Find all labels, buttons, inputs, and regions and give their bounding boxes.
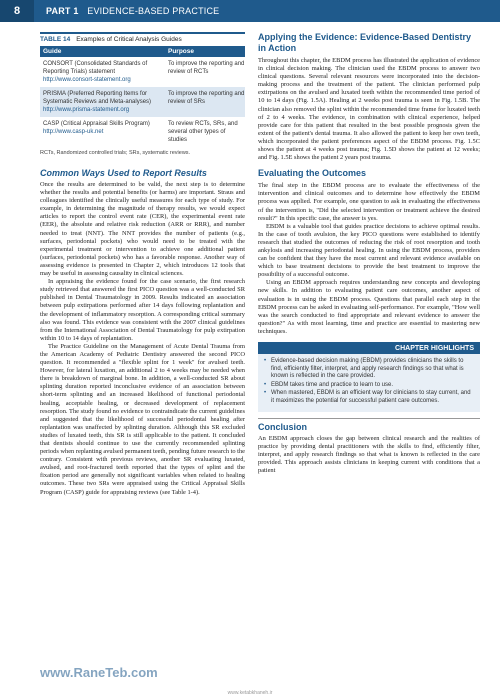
section-heading-outcomes: Evaluating the Outcomes	[258, 168, 367, 179]
guide-name: PRISMA (Preferred Reporting Items for Systematic Reviews and Meta-analyses)	[43, 91, 152, 105]
highlight-item: • EBDM takes time and practice to learn to use.	[264, 382, 474, 390]
page-number: 8	[0, 0, 34, 22]
highlight-item: • When mastered, EBDM is an efficient way for clinicians to stay current, and it maximizes the potential for successful patient care outcomes.	[264, 390, 474, 405]
table-title: Examples of Critical Analysis Guides	[76, 36, 182, 43]
paragraph: The final step in the EBDM process are to evaluate the effectiveness of the intervention and clinical outcomes and to determine how effectively the EBDM process was applied. For example, one question to ask in evaluating the effectiveness of the intervention is, "Did the selected intervention or treatment achieve the desired result?" In this specific case, the answer is yes.	[258, 182, 480, 222]
section-heading-results: Common Ways Used to Report Results	[40, 168, 207, 178]
section-heading-applying: Applying the Evidence: Evidence-Based Dentistry in Action	[258, 32, 472, 53]
highlights-title: CHAPTER HIGHLIGHTS	[258, 343, 480, 354]
page-header	[0, 0, 500, 22]
table-row	[40, 57, 245, 87]
paragraph: Throughout this chapter, the EBDM process has illustrated the application of evidence in clinical decision making. The clinician used the EBDM process to answer two clinical questions. Several relevant resources were incorporated into the decision-making process and the treatment of the patient. The clinician performed pulp extirpations on the avulsed and luxated teeth within the recommended time period of 10 to 14 days (Fig. 1.5A). Healing at 2 weeks post trauma is seen in Fig. 1.5B. The clinician also removed the splint within the recommended time frame for luxated teeth of 2 to 4 weeks. The evidence, in combination with clinical experience, helped provide care for this patient that resulted in the best possible prognosis given the extent of the patient's dental trauma. It also allowed the patient to keep her own teeth, which incorporated the patient preferences aspect of the EBDM process. Fig. 1.5C shows the patient at 4 weeks post trauma; Fig. 1.5D shows the patient at 12 weeks; and Fig. 1.5E shows the patient 2 years post trauma.	[258, 57, 480, 162]
chapter-highlights-box	[258, 342, 480, 412]
paragraph: EBDM is a valuable tool that guides practice decisions to achieve optimal results. In the case of tooth avulsion, the key PICO questions were established to identify research that studied the outcomes of reducing the risk of root resorption and tooth ankylosis and increasing periodontal healing. In using the EBDM process, providers can be confident that they have the most current and relevant evidence available on which to base treatment decisions to provide the best treatment to improve the possibility of a successful outcome.	[258, 222, 480, 279]
guide-purpose: To review RCTs, SRs, and several other types of studies	[168, 121, 238, 143]
col-purpose-header: Purpose	[168, 48, 195, 55]
guide-name: CONSORT (Consolidated Standards of Reporting Trials) statement	[43, 61, 148, 75]
guide-link[interactable]: http://www.casp-uk.net	[43, 129, 104, 135]
highlight-item: • Evidence-based decision making (EBDM) provides clinicians the skills to find, efficiently filter, interpret, and apply research findings so that what is known is reflected in the care provided.	[264, 358, 474, 381]
right-column	[258, 32, 480, 475]
part-label: PART 1	[46, 6, 79, 16]
guide-name: CASP (Critical Appraisal Skills Program)	[43, 121, 150, 127]
footer-url: www.ketabkhaneh.ir	[227, 690, 273, 696]
left-column	[40, 32, 245, 497]
table-footnote: RCTs, Randomized controlled trials; SRs, systematic reviews.	[40, 150, 191, 156]
guide-link[interactable]: http://www.consort-statement.org	[43, 77, 131, 83]
table-header	[40, 46, 245, 57]
guide-purpose: To improve the reporting and review of RCTs	[168, 61, 245, 75]
table-row	[40, 87, 245, 117]
paragraph: Once the results are determined to be valid, the next step is to determine whether the results and potential benefits (or harms) are important. Straus and colleagues identified the clinically useful measures for each type of study. For example, in determining the magnitude of therapy results, we would expect articles to report the control event rate (CER), the experimental event rate (EER), the absolute and relative risk reduction (ARR or RRR), and number needed to treat (NNT). The NNT provides the number of patients (e.g., surfaces, periodontal pockets) who would need to be treated with the experimental treatment or intervention to achieve one additional patient (surfaces, periodontal pockets) who has a favorable response. Another way of assessing evidence is presented in Chapter 2, which introduces 12 tools that may be useful in assessing causality in clinical sciences.	[40, 181, 245, 278]
conclusion-heading: Conclusion	[258, 418, 480, 432]
watermark-logo: www.RaneTeb.com	[40, 665, 158, 680]
paragraph: The Practice Guideline on the Management of Acute Dental Trauma from the American Academy of Pediatric Dentistry answered the second PICO question. It recommended a "flexible splint for 1 week" for avulsed teeth. However, for lateral luxation, an additional 2 to 4 weeks may be needed when there is breakdown of marginal bone. In addition, a well-conducted SR about splinting duration reported inconclusive evidence of an association between short-term splinting and an increased likelihood of functional periodontal healing, acceptable healing, or decreased development of replacement resorption. The study found no evidence to contraindicate the current guidelines and suggested that the likelihood of successful periodontal healing after replantation was unaffected by splinting duration. Although this SR excluded studies of luxated teeth, this SR is still applicable to the patient. It concluded that dentists should continue to use the currently recommended splinting periods when replanting avulsed permanent teeth, pending future research to the contrary. Consistent with previous reviews, another SR evaluating luxated, avulsed, and root-fractured teeth reported that the types of splint and the fixation period are generally not significant variables when related to healing outcomes. These two SRs were appraised using the Critical Appraisal Skills Program (CASP) guide for appraising reviews (see Table 1-4).	[40, 342, 245, 496]
col-guide-header: Guide	[43, 48, 62, 55]
guides-table	[40, 32, 245, 156]
paragraph: Using an EBDM approach requires understanding new concepts and developing new skills. In addition to evaluating patient care outcomes, another aspect of evaluation is in using the EBDM process. Questions that parallel each step in the EBDM process can be asked in evaluating self-performance. For example, "How well was the search conducted to find appropriate and relevant evidence to answer the question?" As with most learning, time and practice are essential to mastering new techniques.	[258, 279, 480, 335]
table-row	[40, 117, 245, 147]
table-label: TABLE 14	[40, 36, 71, 43]
paragraph: An EBDM approach closes the gap between clinical research and the realities of practice by providing dental practitioners with the skills to find, efficiently filter, interpret, and apply research findings so that what is known is reflected in the care provided. This approach assists clinicians in keeping current with conditions that a patient	[258, 434, 480, 474]
paragraph: In appraising the evidence found for the case scenario, the first research study retrieved that answered the first PICO question was a well-conducted SR published in Dental Traumatology in 2009. Results indicated an association between pulp extirpations performed after 14 days following replantation and the development of inflammatory resorption. A corresponding critical summary also was found. This evidence was consistent with the 2007 clinical guidelines from the International Association of Dental Traumatology for pulp extirpation within 10 to 14 days of replantation.	[40, 278, 245, 342]
guide-purpose: To improve the reporting and review of SRs	[168, 91, 245, 105]
guide-link[interactable]: http://www.prisma-statement.org	[43, 107, 130, 113]
section-label: EVIDENCE-BASED PRACTICE	[87, 6, 220, 16]
running-head	[46, 6, 219, 16]
table-caption	[40, 34, 245, 46]
